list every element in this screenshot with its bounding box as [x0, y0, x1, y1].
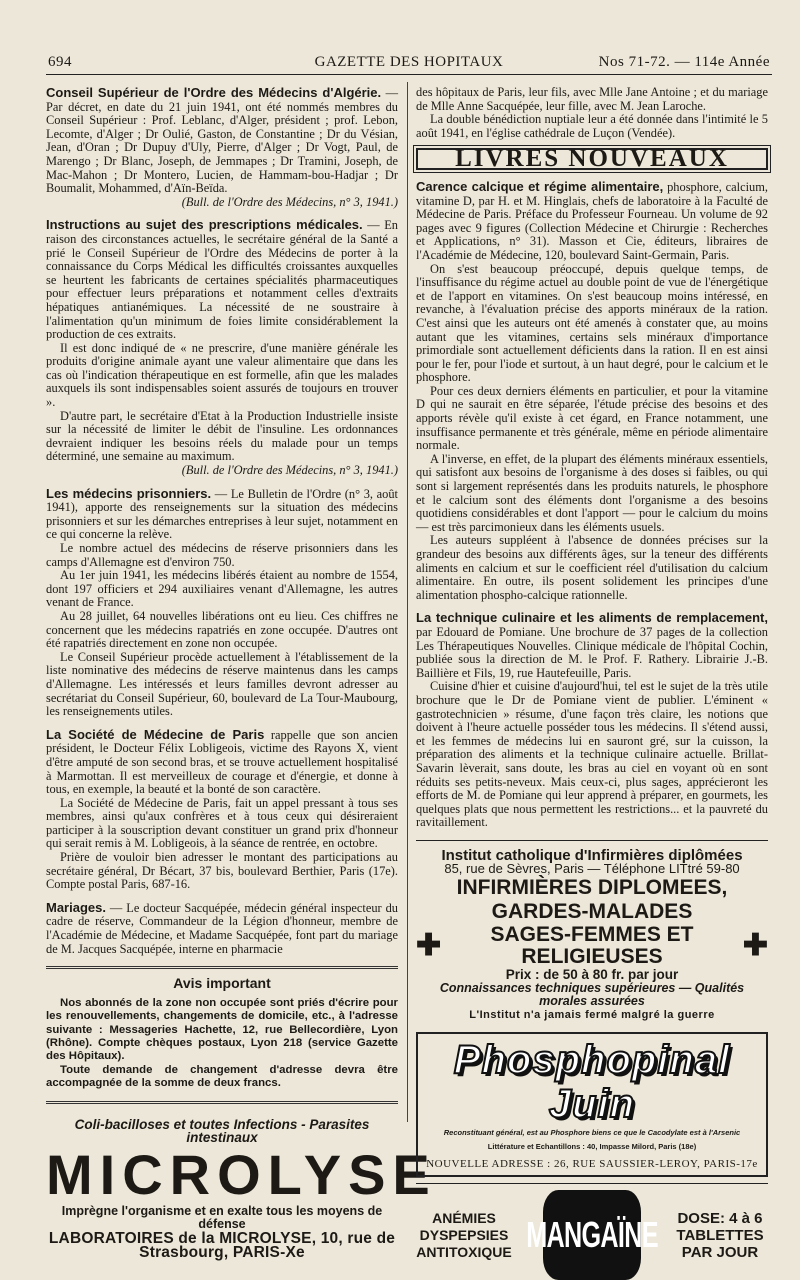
mariage-continued: des hôpitaux de Paris, leur fils, avec Mlle Jane Antoine ; et du mariage de Mlle Anne Sacquépée, leur fille, avec M. Jean Laroche.	[416, 85, 768, 113]
article-heading: Instructions au sujet des prescriptions médicales.	[46, 217, 363, 233]
page-number: 694	[48, 54, 72, 70]
left-column	[46, 85, 437, 1261]
ad-institut-services: INFIRMIÈRES DIPLOMEES, GARDES-MALADES	[456, 876, 728, 924]
article-paragraph: Prière de vouloir bien adresser le montant des participations au secrétaire général, Dr Bécart, 37 bis, boulevard Berthier, Paris (17e). Compte postal Paris, 687-16.	[46, 850, 398, 892]
book-paragraph: A l'inverse, en effet, de la plupart des éléments minéraux essentiels, qui satisfont aux besoins de l'organisme à des doses si faibles, ou qui sont si largement représentés dans les produits naturels, le phosphore et le calcium sont des éléments dont l'organisme a des besoins quotidiens considérables et dont l'apport — pour le calcium du moins — est très parcimonieux dans les éléments usuels.	[416, 451, 768, 534]
article-heading: Mariages.	[46, 899, 106, 915]
article-paragraph: D'autre part, le secrétaire d'Etat à la Production Industrielle insiste sur la nécessité de limiter le débit de l'insuline. Les ordonnances devraient indiquer les besoins réels du malade pour un temps déterminé, une semaine au maximum.	[46, 408, 398, 464]
article-heading: La Société de Médecine de Paris	[46, 726, 265, 742]
ad-institut-title: Institut catholique d'Infirmières diplômées	[441, 846, 743, 864]
article-text: — Le docteur Sacquépée, médecin général inspecteur du cadre de réserve, Commandeur de la Légion d'honneur, membre de l'Académie de Médecine, et Madame Sacquépée, font part du mariage de M. Jacques Sacquépée, interne en pharmacie	[46, 900, 398, 956]
header-rule	[46, 74, 772, 75]
phosphopinal-tagline: Reconstituant général, est au Phosphore biens ce que le Cacodylate est à l'Arsenic	[443, 1128, 741, 1138]
ad-institut-address: 85, rue de Sèvres, Paris — Téléphone LITtré 59-80	[444, 861, 740, 877]
mangaine-dose: TABLETTES	[676, 1226, 764, 1244]
book-heading: La technique culinaire et les aliments de remplacement,	[416, 610, 768, 626]
ad-institut-quality: Connaissances techniques supérieures — Qualités morales assurées	[439, 980, 745, 1009]
section-rule	[46, 1101, 398, 1104]
mangaine-dosage	[672, 1210, 768, 1261]
ad-institut-note: L'Institut n'a jamais fermé malgré la guerre	[469, 1008, 715, 1021]
book-text: par Edouard de Pomiane. Une brochure de 37 pages de la collection Les Thérapeutiques Nouvelles. Clinique médicale de l'hôpital Cochin, publiée sous la direction de M. le Prof. F. Rathery. Librairie J.-B. Baillière et Fils, 19, rue Hautefeuille, Paris.	[416, 624, 768, 680]
book-carence-calcique	[416, 180, 768, 602]
livres-nouveaux-title: LIVRES NOUVEAUX	[416, 148, 768, 170]
mangaine-indication: ANTITOXIQUE	[416, 1243, 512, 1260]
ad-microlyse-labo: LABORATOIRES de la MICROLYSE, 10, rue de Strasbourg, PARIS-Xe	[48, 1230, 396, 1261]
book-paragraph: Cuisine d'hier et cuisine d'aujourd'hui, tel est le sujet de la très utile brochure que le Dr de Pomiane vient de publier. L'éminent « gastrotechnicien » résume, d'une façon très claire, les notions que doivent à l'heure actuelle posséder tous les médecins. Il s'étend aussi, et les femmes de médecins lui en sauront gré, sur la cuisson, la préparation des aliments et la technique culinaire actuelle. Brillat-Savarin lèverait, sans doute, les bras au ciel en voyant où en sont réduits ses petits-neveux. Mais ceux-ci, plus sages, apprécieront les efforts de M. de Pomiane qui leur apprend à préparer, en gourmets, les quelques plats que nous permettent les restrictions... et la pauvreté du ravitaillement.	[416, 679, 768, 830]
ad-institut-catholique	[416, 840, 768, 1023]
article-text: — En raison des circonstances actuelles, le secrétaire général de la Santé a prié le Conseil Supérieur de l'Ordre des Médecins de porter à la connaissance du Corps Médical les difficultés croissantes auxquelles se heurtent les fabricants de certaines spécialités pharmaceutiques pour effectuer leurs préparations et notamment celles d'extraits hépatiques antianémiques. La nécessité de ne soustraire à l'alimentation qu'un minimum de foies limite considérablement la production de ces extraits.	[46, 218, 398, 342]
mangaine-dose: DOSE: 4 à 6	[677, 1209, 763, 1227]
mangaine-indication: DYSPEPSIES	[419, 1226, 509, 1243]
column-divider	[407, 82, 408, 1122]
avis-paragraph: Toute demande de changement d'adresse devra être accompagnée de la somme de deux francs.	[46, 1063, 398, 1090]
section-rule	[46, 966, 398, 969]
article-heading: Les médecins prisonniers.	[46, 485, 212, 501]
article-paragraph: Le Conseil Supérieur procède actuellement à l'établissement de la liste nominative des médecins de réserve maintenus dans les camps d'Allemagne. Les intéressés et leurs familles devront adresser au secrétariat du Conseil Supérieur, 60, boulevard de La Tour-Maubourg, les renseignements utiles.	[46, 649, 398, 719]
avis-title: Avis important	[173, 975, 271, 992]
article-paragraph: Au 1er juin 1941, les médecins libérés étaient au nombre de 1554, dont 197 officiers et 294 auxiliaires venant d'Allemagne, les autres venant de France.	[46, 568, 398, 610]
ad-microlyse-name: MICROLYSE	[46, 1142, 437, 1206]
article-conseil-algerie	[46, 86, 398, 209]
phosphopinal-address: NOUVELLE ADRESSE : 26, RUE SAUSSIER-LEROY, PARIS-17e	[426, 1157, 758, 1170]
mariage-paragraph: La double bénédiction nuptiale leur a été donnée dans l'intimité le 5 août 1941, en l'église cathédrale de Luçon (Vendée).	[416, 112, 768, 140]
mangaine-indications	[416, 1210, 512, 1261]
article-text: rappelle que son ancien président, le Docteur Félix Lobligeois, victime des Rayons X, vient d'être amputé de son second bras, et se trouve actuellement hospitalisé à Marmottan. Il est merveilleux de courage et d'énergie, et donne à tous, en exemple, la beauté et la bonté de son caractère.	[46, 727, 398, 797]
ad-microlyse	[46, 1116, 437, 1261]
book-technique-culinaire	[416, 611, 768, 830]
ad-microlyse-tagline: Coli-bacilloses et toutes Infections - Parasites intestinaux	[74, 1116, 370, 1146]
article-mariages	[46, 901, 398, 956]
article-medecins-prisonniers	[46, 487, 398, 719]
avis-paragraph: Nos abonnés de la zone non occupée sont priés d'écrire pour les renouvellements, changements de domicile, etc., à l'adresse suivante : Messageries Hachette, 12, rue Bellecordière, Lyon (Rhône). Compte chèques postaux, Lyon 218 (service Gazette des Hôpitaux).	[46, 996, 398, 1063]
article-text: — Par décret, en date du 21 juin 1941, ont été nommés membres du Conseil Supérieur : Prof. Leblanc, d'Alger, président ; prof. Lebon, Lecomte, d'Alger ; Dr Oulié, Gaston, de Constantine ; Dr du Vésian, Jean, d'Oran ; Dr Dupuy d'Uly, Pierre, d'Alger ; Dr Vogt, Paul, de Marengo ; Dr Blanc, Joseph, de Jemmapes ; Dr Tramini, Joseph, de Mac-Mahon ; Dr Montero, Lucien, de Hammam-bou-Hadjar ; Dr Boumalit, Mohammed, d'Aïn-Beïda.	[46, 86, 398, 196]
ad-microlyse-sub: Imprègne l'organisme et en exalte tous les moyens de défense	[61, 1203, 383, 1232]
book-text: phosphore, calcium, vitamine D, par H. et M. Hinglais, chefs de laboratoire à la Faculté de Médecine de Paris. Préface du Professeur Fourneau. Un volume de 92 pages avec 9 figures (Collection Médecine et Chirurgie : Recherches et Applications, n° 31). Masson et Cie, éditeurs, libraires de l'Académie de Médecine, 120, boulevard Saint-Germain, Paris.	[416, 179, 768, 262]
mangaine-indication: ANÉMIES	[432, 1209, 496, 1226]
avis-important	[46, 977, 398, 1090]
article-paragraph: La Société de Médecine de Paris, fait un appel pressant à tous ses membres, ainsi qu'aux confrères et à tous ceux qui désireraient participer à la souscription devant constituer un grand prix d'honneur qui serait remis à M. Lobligeois, à la séance de rentrée, en octobre.	[46, 795, 398, 851]
article-text: — Le Bulletin de l'Ordre (n° 3, août 1941), apporte des renseignements sur la situation des médecins prisonniers et sur les démarches entreprises à leur sujet, notamment en ce qui concerne la relève.	[46, 486, 398, 542]
phosphopinal-litterature: Littérature et Echantillons : 40, Impasse Milord, Paris (18e)	[487, 1142, 697, 1152]
issue-number: Nos 71-72. — 114e Année	[598, 54, 770, 70]
cross-icon: ✚	[416, 929, 442, 963]
article-paragraph: Au 28 juillet, 64 nouvelles libérations ont eu lieu. Ces chiffres ne concernent que les médecins rapatriés en zone occupée. D'autres ont été rapatriés directement en zone non occupée.	[46, 608, 398, 651]
book-paragraph: On s'est beaucoup préoccupé, depuis quelque temps, de l'insuffisance du régime actuel au double point de vue de l'énergétique et de l'apport en vitamines. On s'est beaucoup moins intéressé, en revanche, à l'évaluation précise des apports minéraux de la ration. C'est ainsi que les auteurs ont été amenés à constater que, au moins autant que les vitamines, certains sels minéraux d'importance primordiale sont actuellement déficients dans la ration. Il en est ainsi pour le fer, pour l'iode et surtout, à un haut degré, pour le calcium et le phosphore.	[416, 261, 768, 385]
right-column	[416, 86, 768, 1280]
cross-icon: ✚	[742, 929, 768, 963]
article-source: (Bull. de l'Ordre des Médecins, n° 3, 1941.)	[181, 194, 398, 209]
article-instructions	[46, 218, 398, 477]
ad-institut-services2: SAGES-FEMMES ET RELIGIEUSES	[490, 923, 694, 969]
article-heading: Conseil Supérieur de l'Ordre des Médecins d'Algérie.	[46, 85, 382, 100]
book-paragraph: Les auteurs suppléent à l'absence de données précises sur la grandeur des besoins aux différents âges, sur la teneur des différents aliments en calcium et sur le coefficient réel d'utilisation du calcium alimentaire. En outre, ils posent solidement les principes d'une alimentation phospho-calcique rationnelle.	[416, 533, 768, 602]
page-header	[48, 54, 770, 74]
article-societe-medecine	[46, 728, 398, 892]
article-paragraph: Le nombre actuel des médecins de réserve prisonniers dans les camps d'Allemagne est d'environ 750.	[46, 541, 398, 569]
mangaine-dose: PAR JOUR	[681, 1243, 759, 1261]
phosphopinal-logo: Phosphopinal Juin	[453, 1038, 731, 1127]
ad-institut-price: Prix : de 50 à 80 fr. par jour	[505, 967, 679, 983]
mangaine-logo: MANGAÏNE	[543, 1190, 641, 1280]
article-source: (Bull. de l'Ordre des Médecins, n° 3, 1941.)	[181, 463, 398, 478]
book-heading: Carence calcique et régime alimentaire,	[416, 178, 664, 194]
book-paragraph: Pour ces deux derniers éléments en particulier, et pour la vitamine D qui ne saurait en être séparée, l'étude précise des besoins et des apports révèle qu'il existe à cet égard, en France notamment, une insuffisance permanente et très générale, même en période alimentaire normale.	[416, 383, 768, 453]
article-paragraph: Il est donc indiqué de « ne prescrire, d'une manière générale les produits d'origine animale ayant une valeur alimentaire que dans les cas où l'indication thérapeutique en est formelle, afin que les malades auxquels ils sont indispensables soient assurés de toujours en trouver ».	[46, 340, 398, 410]
ad-mangaine	[416, 1183, 768, 1280]
gazette-title: GAZETTE DES HOPITAUX	[314, 54, 504, 70]
